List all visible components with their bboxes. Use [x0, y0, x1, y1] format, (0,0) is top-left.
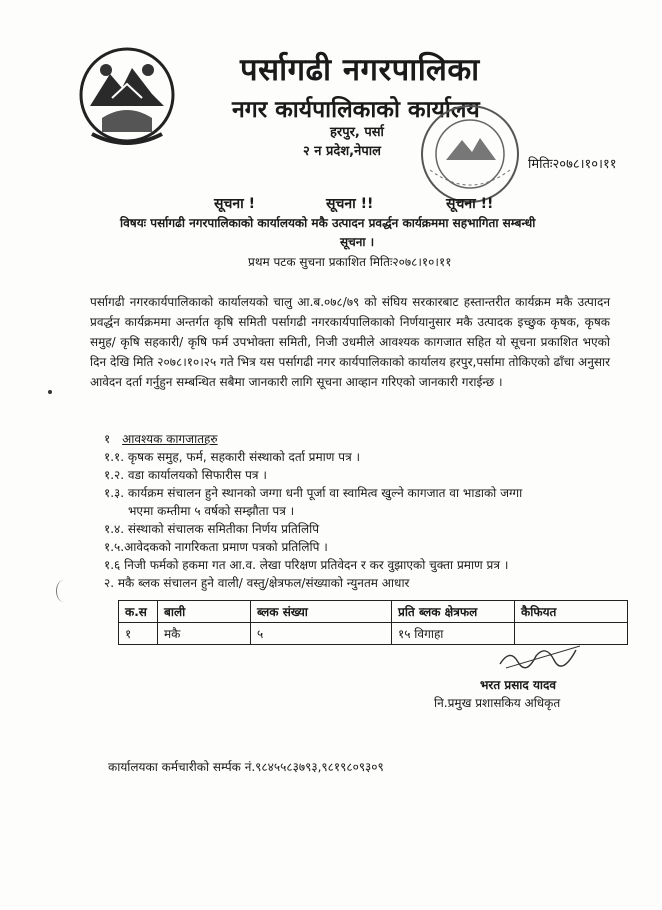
- list-item: भएमा कम्तीमा ५ वर्षको सम्झौता पत्र ।: [128, 504, 295, 518]
- signatory-title: नि.प्रमुख प्रशासकिय अधिकृत: [434, 696, 561, 710]
- table-cell: मकै: [158, 623, 251, 645]
- table-cell: १: [119, 623, 158, 645]
- contact-line: कार्यालयका कर्मचारीको सर्म्पक नं.९८४५५८३७९३,९८१९८०९३०९: [108, 760, 384, 774]
- table-header-row: [119, 601, 628, 623]
- office-stamp: [416, 100, 524, 208]
- signatory-name: भरत प्रसाद यादव: [480, 678, 557, 692]
- table-header: प्रति ब्लक क्षेत्रफल: [392, 601, 515, 623]
- handwritten-signature: [496, 638, 586, 672]
- address-line-2: २ न प्रदेश,नेपाल: [303, 144, 381, 159]
- list-item: १.४. संस्थाको संचालक समितीका निर्णय प्रतिलिपि: [104, 522, 320, 536]
- section-2-heading: २. मकै ब्लक संचालन हुने वाली/ वस्तु/क्षेत्रफल/संख्याको न्युनतम आधार: [104, 576, 410, 590]
- list-item: १.१. कृषक समुह, फर्म, सहकारी संस्थाको दर्ता प्रमाण पत्र ।: [104, 450, 361, 464]
- issue-date: मितिः२०७८।१०।११: [528, 157, 617, 172]
- address-line-1: हरपुर, पर्सा: [330, 125, 384, 140]
- notice-word-1: सूचना !: [214, 196, 256, 212]
- list-item: १.६ निजी फर्मको हकमा गत आ.व. लेखा परिक्षण प्रतिवेदन र कर वुझाएको चुक्ता प्रमाण प्रत्र ।: [104, 558, 509, 572]
- table-header: बाली: [158, 601, 251, 623]
- table-header: क.स: [119, 601, 158, 623]
- page-title: पर्सागढी नगरपालिका: [240, 52, 480, 88]
- list-item: १.५.आवेदकको नागरिकता प्रमाण पत्रको प्रतिलिपि ।: [104, 540, 328, 554]
- notice-word-3: सूचना !!: [446, 196, 494, 212]
- section-1-heading: [104, 430, 218, 447]
- table-header: कैफियत: [515, 601, 628, 623]
- first-published-line: प्रथम पटक सुचना प्रकाशित मितिः२०७८।१०।११: [248, 255, 452, 269]
- notice-word-2: सूचना !!: [326, 196, 374, 212]
- punch-hole: [56, 580, 71, 602]
- body-paragraph: पर्सागढी नगरकार्यपालिकाको कार्यालयको चालु आ.ब.०७८/७९ को संघिय सरकारबाट हस्तान्तरीत कार्यक्रम मकै उत्पादन प्रवर्द्धन कार्यक्रममा अन्तर्गत कृषि समिती पर्सागढी नगरकार्यपालिकाको निर्णयानुसार मकै उत्पादक इच्छुक कृषक, कृषक समुह/ कृषि सहकारी/ कृषि फर्म उपभोक्ता समिती, निजी उधमीले आवश्यक कागजात सहित यो सूचना प्रकाशित भएको दिन देखि मिति २०७८।१०।२५ गते भित्र यस पर्सागढी नगर कार्यपालिकाको कार्यालय हरपुर,पर्सामा तोकिएको ढाँचा अनुसार आवेदन दर्ता गर्नुहुन सम्बन्धित सबैमा जानकारी लागि सूचना आव्हान गरिएको जानकारी गराईन्छ ।: [90, 295, 610, 389]
- office-subtitle: नगर कार्यपालिकाको कार्यालय: [232, 97, 480, 123]
- subject-line: विषयः पर्सागढी नगरपालिकाको कार्यालयको मकै उत्पादन प्रवर्द्धन कार्यक्रममा सहभागिता सम्बन्धी: [120, 216, 536, 230]
- section-1-title: आवश्यक कागजातहरु: [122, 432, 218, 446]
- nepal-emblem-icon: [72, 40, 182, 158]
- section-1-number: १: [104, 432, 111, 446]
- table-header: ब्लक संख्या: [251, 601, 392, 623]
- scan-mark: [48, 390, 52, 394]
- list-item: १.३. कार्यक्रम संचालन हुने स्थानको जग्गा धनी पूर्जा वा स्वामित्व खुल्ने कागजात वा भाडाको जग्गा: [104, 486, 523, 500]
- table-cell: १५ विगाहा: [392, 623, 515, 645]
- subject-line-2: सूचना ।: [340, 235, 375, 249]
- table-cell: ५: [251, 623, 392, 645]
- list-item: १.२. वडा कार्यालयको सिफारीस पत्र ।: [104, 468, 267, 482]
